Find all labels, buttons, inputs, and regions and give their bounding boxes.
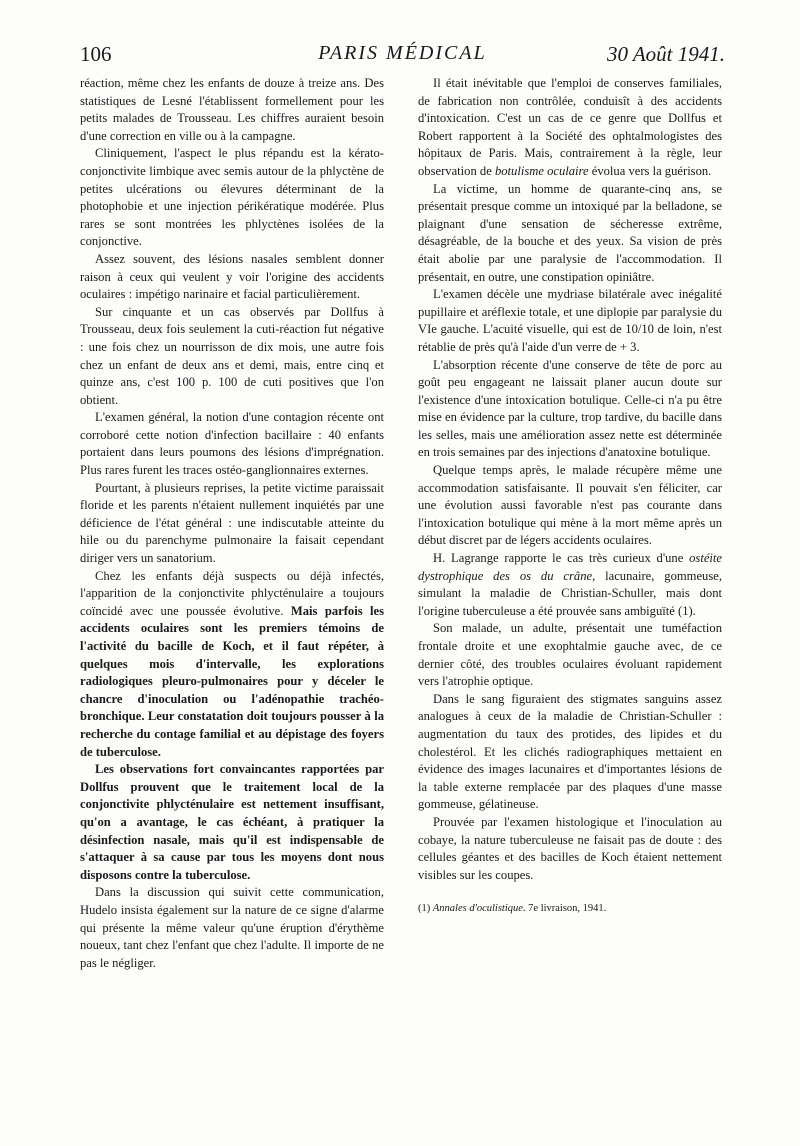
italic-term: botulisme oculaire xyxy=(494,163,589,178)
text-run: H. Lagrange rapporte le cas très curieux d'une xyxy=(433,551,690,566)
paragraph: Assez souvent, des lésions nasales semblent donner raison à ceux qui veulent y voir l'origine des accidents oculaires : impétigo narinaire et facial particulièrement. xyxy=(80,251,384,302)
paragraph: L'examen décèle une mydriase bilatérale avec inégalité pupillaire et aréflexie totale, et une diplopie par paralysie du VIe gauche. L'acuité visuelle, qui est de 10/10 de loin, n'est rétablie de près qu'à l'aide d'un verre de + 3. xyxy=(418,287,722,354)
page-number: 106 xyxy=(80,42,112,66)
running-header xyxy=(80,42,725,70)
paragraph: Son malade, un adulte, présentait une tuméfaction frontale droite et une exophtalmie gauche avec, de ce dernier côté, des troubles oculaires évoluant rapidement vers l'atrophie optique. xyxy=(418,621,722,689)
paragraph-lead: Chez les enfants déjà suspects ou déjà infectés, l'apparition de la conjonctivite phlycténulaire a toujours coïncidé avec une poussée évolutive. xyxy=(80,568,384,618)
paragraph: L'absorption récente d'une conserve de tête de porc au goût peu engageant ne laissait planer aucun doute sur l'existence d'une intoxication botulique. Celle-ci n'a pu être mise en évidence par la culture, trop tardive, du bacille dans les selles, mais une amélioration assez nette est déterminée en trois semaines par des injections d'anatoxine botulique. xyxy=(418,357,722,460)
paragraph: Sur cinquante et un cas observés par Dollfus à Trousseau, deux fois seulement la cuti-réaction fut négative : une fois chez un nourrisson de dix mois, une autre fois chez un enfant de deux ans et demi, mais, entre cinq et quinze ans, c'est 100 p. 100 de cuti positives que l'on obtient. xyxy=(80,304,384,407)
paragraph xyxy=(418,75,722,181)
paragraph xyxy=(418,550,722,620)
journal-title: PARIS MÉDICAL xyxy=(318,42,487,64)
paragraph: Les observations fort convaincantes rapportées par Dollfus prouvent que le traitement local de la conjonctivite phlycténulaire est nettement insuffisant, qu'on a avantage, le cas échéant, à pratiquer la désinfection nasale, mais qu'il est indispensable de s'attaquer à sa cause par tous les moyens dont nous disposons contre la tuberculose. xyxy=(80,762,384,882)
footnote xyxy=(418,902,722,916)
text-run: évolua vers la guérison. xyxy=(588,163,712,178)
text-run: Il était inévitable que l'emploi de conserves familiales, de fabrication non contrôlée, conduisît à des accidents d'intoxication. C'est un cas de ce genre que Dollfus et Robert rapportent à la Société des ophtalmologistes des hôpitaux de Paris. Mais, contrairement à la règle, leur observation de xyxy=(418,76,722,178)
text-run: , lacunaire, gommeuse, simulant la maladie de Christian-Schuller, mais dont l'origine tuberculeuse a été prouvée sans ambiguïté (1). xyxy=(418,568,722,618)
italic-term: ostéite dystrophique des os du crâne xyxy=(418,551,722,583)
paragraph: Prouvée par l'examen histologique et l'inoculation au cobaye, la nature tuberculeuse ne faisait pas de doute : des cellules géantes et des bacilles de Koch étaient nettement visibles sur les coupes. xyxy=(418,814,722,882)
paragraph: L'examen général, la notion d'une contagion récente ont corroboré cette notion d'infection bacillaire : 40 enfants portaient dans leurs poumons des lésions d'imprégnation. Plus rares furent les traces ostéo-ganglionnaires externes. xyxy=(80,410,384,478)
footnote-text: . 7e livraison, 1941. xyxy=(522,903,607,915)
footnote-mark: (1) xyxy=(418,903,433,915)
paragraph: Dans le sang figuraient des stigmates sanguins assez analogues à ceux de la maladie de Christian-Schuller : augmentation du taux des protides, des lipides et du cholestérol. Et les clichés radiographiques mettaient en évidence des images lacunaires et d'importantes lésions de la table externe remplacée par des plaques d'une masse gommeuse, gélatineuse. xyxy=(418,691,722,812)
right-column xyxy=(418,75,722,916)
bold-passage: Mais parfois les accidents oculaires sont les premiers témoins de l'activité du bacille de Koch, et il faut répéter, à quelques mois d'intervalle, les explorations radiologiques pleuro-pulmonaires pour y déceler le chancre d'inoculation ou l'adénopathie trachéo-bronchique. Leur constatation doit toujours pousser à la recherche du contage familial et au dépistage des foyers de tuberculose. xyxy=(80,603,384,759)
paragraph: Pourtant, à plusieurs reprises, la petite victime paraissait floride et les parents n'étaient nullement inquiétés par une déficience de l'état général : une indiscutable atteinte du hile ou du parenchyme pulmonaire la faisait cependant diriger vers un sanatorium. xyxy=(80,480,384,566)
paragraph: Quelque temps après, le malade récupère même une accommodation satisfaisante. Il pouvait s'en féliciter, car une évolution aussi favorable n'est pas courante dans l'intoxication botulique qui mène à la mort même après un début discret par de légers accidents oculaires. xyxy=(418,463,722,548)
left-column xyxy=(80,75,384,972)
paragraph xyxy=(80,568,384,762)
paragraph: réaction, même chez les enfants de douze à treize ans. Des statistiques de Lesné l'établissent formellement pour les petits malades de Trousseau. Les chiffres auraient besoin d'une correction en ville ou à la campagne. xyxy=(80,76,384,143)
paragraph: Dans la discussion qui suivit cette communication, Hudelo insista également sur la nature de ce signe d'alarme qui présente la même valeur qu'une éruption d'érythème noueux, tant chez l'enfant que chez l'adulte. Il importe de ne pas le négliger. xyxy=(80,885,384,970)
footnote-journal: Annales d'oculistique xyxy=(432,903,523,915)
paragraph: Cliniquement, l'aspect le plus répandu est la kérato-conjonctivite limbique avec semis autour de la phlyctène de petites ulcérations ou élevures déterminant de la photophobie et une injection périkératique modérée. Plus rares se sont montrées les phlyctènes isolées de la conjonctive. xyxy=(80,146,384,249)
issue-date: 30 Août 1941. xyxy=(606,42,725,66)
paragraph: La victime, un homme de quarante-cinq ans, se présentait presque comme un intoxiqué par la belladone, se plaignant d'une sensation de sécheresse extrême, désagréable, de la bouche et des yeux. Sa vision de près était abolie par une paralysie de l'accommodation. Il présentait, en outre, une constipation opiniâtre. xyxy=(418,181,722,284)
